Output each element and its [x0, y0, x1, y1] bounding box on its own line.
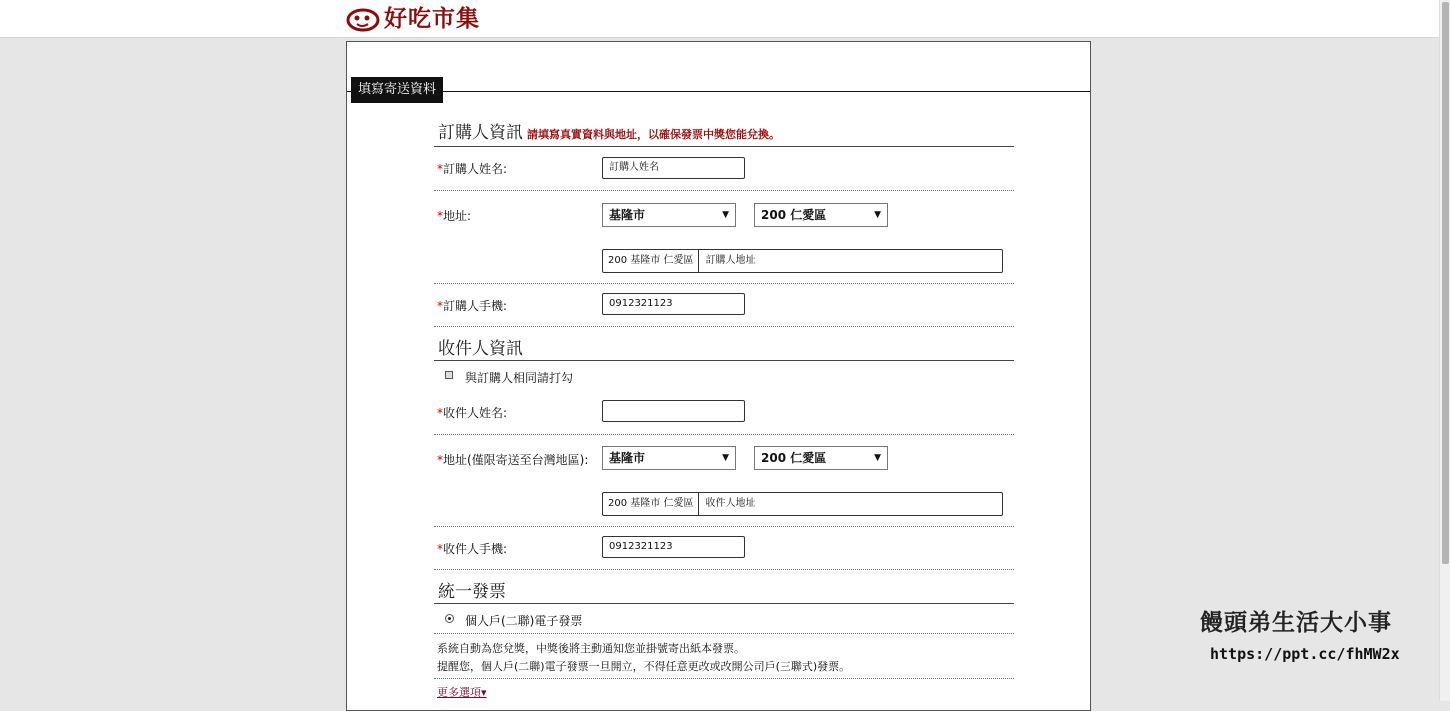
row-divider — [434, 283, 1014, 284]
orderer-district-select[interactable] — [754, 203, 888, 227]
row-divider — [434, 569, 1014, 570]
orderer-address-field — [602, 249, 1003, 273]
personal-einvoice-radio[interactable] — [445, 614, 454, 623]
orderer-note: 請填寫真實資料與地址，以確保發票中獎您能兌換。 — [527, 128, 780, 141]
invoice-title-rule — [434, 603, 1014, 604]
recipient-district-select[interactable] — [754, 446, 888, 470]
invoice-section-title: 統一發票 — [438, 582, 506, 602]
required-mark: * — [437, 299, 443, 313]
required-mark: * — [437, 542, 443, 556]
recipient-district-value: 200 仁愛區 — [761, 451, 827, 465]
more-options-link[interactable] — [437, 684, 487, 700]
personal-einvoice-label[interactable]: 個人戶(二聯)電子發票 — [465, 614, 583, 628]
scrollbar-thumb[interactable] — [1442, 2, 1449, 564]
recipient-name-label — [437, 404, 507, 421]
dropdown-arrow-icon: ▼ — [722, 453, 729, 463]
row-divider — [434, 633, 1014, 634]
recipient-address-field — [602, 492, 1003, 516]
recipient-phone-input[interactable]: 0912321123 — [602, 536, 745, 558]
required-mark: * — [437, 162, 443, 176]
orderer-title-text: 訂購人資訊 — [438, 123, 523, 143]
watermark-text: 饅頭弟生活大小事 — [1200, 610, 1392, 636]
same-as-orderer-label[interactable]: 與訂購人相同請打勾 — [465, 371, 574, 385]
brand-name: 好吃市集 — [384, 6, 480, 32]
orderer-name-label-text: 訂購人姓名: — [443, 162, 508, 176]
orderer-address-input[interactable]: 訂購人地址 — [705, 255, 756, 266]
recipient-title-rule — [434, 360, 1014, 361]
recipient-address-input[interactable]: 收件人地址 — [705, 498, 756, 509]
recipient-address-label-text: 地址(僅限寄送至台灣地區): — [443, 453, 589, 467]
orderer-phone-label-text: 訂購人手機: — [443, 299, 508, 313]
same-as-orderer-checkbox[interactable] — [445, 371, 453, 379]
orderer-district-value: 200 仁愛區 — [761, 208, 827, 222]
brand-mascot-icon — [346, 6, 380, 32]
recipient-address-prefix: 200 基隆市 仁愛區 — [603, 493, 699, 515]
row-divider — [434, 326, 1014, 327]
orderer-section-title — [438, 118, 780, 143]
recipient-section-title: 收件人資訊 — [438, 339, 523, 359]
recipient-name-label-text: 收件人姓名: — [443, 406, 508, 420]
orderer-address-label — [437, 207, 471, 224]
recipient-phone-label-text: 收件人手機: — [443, 542, 508, 556]
orderer-address-prefix: 200 基隆市 仁愛區 — [603, 250, 699, 272]
orderer-address-label-text: 地址: — [443, 209, 472, 223]
dropdown-arrow-icon: ▼ — [874, 210, 881, 220]
orderer-title-rule — [434, 146, 1014, 147]
row-divider — [434, 526, 1014, 527]
dropdown-arrow-icon: ▼ — [874, 453, 881, 463]
panel-tab-divider — [347, 91, 1090, 92]
row-divider — [434, 190, 1014, 191]
top-header-bar — [0, 0, 1450, 38]
page-scrollbar[interactable] — [1439, 0, 1450, 701]
recipient-name-input[interactable] — [602, 400, 745, 422]
row-divider — [434, 678, 1014, 679]
required-mark: * — [437, 209, 443, 223]
chevron-down-icon: ▾ — [481, 686, 487, 699]
required-mark: * — [437, 406, 443, 420]
recipient-city-select[interactable] — [602, 446, 736, 470]
invoice-note-1: 系統自動為您兌獎，中獎後將主動通知您並掛號寄出紙本發票。 — [437, 642, 745, 655]
orderer-phone-input[interactable]: 0912321123 — [602, 293, 745, 315]
row-divider — [434, 434, 1014, 435]
dropdown-arrow-icon: ▼ — [722, 210, 729, 220]
recipient-phone-label — [437, 540, 507, 557]
more-options-label: 更多選項 — [437, 686, 481, 699]
orderer-city-select[interactable] — [602, 203, 736, 227]
required-mark: * — [437, 453, 443, 467]
recipient-city-value: 基隆市 — [609, 451, 646, 465]
orderer-name-input[interactable]: 訂購人姓名 — [602, 157, 745, 179]
invoice-note-2: 提醒您，個人戶(二聯)電子發票一旦開立，不得任意更改或改開公司戶(三聯式)發票。 — [437, 660, 851, 673]
watermark-url: https://ppt.cc/fhMW2x — [1210, 645, 1400, 663]
tab-shipping-info[interactable]: 填寫寄送資料 — [351, 77, 443, 103]
orderer-name-label — [437, 160, 507, 177]
recipient-address-label — [437, 451, 588, 468]
orderer-city-value: 基隆市 — [609, 208, 646, 222]
brand-logo[interactable] — [346, 4, 480, 34]
orderer-phone-label — [437, 297, 507, 314]
